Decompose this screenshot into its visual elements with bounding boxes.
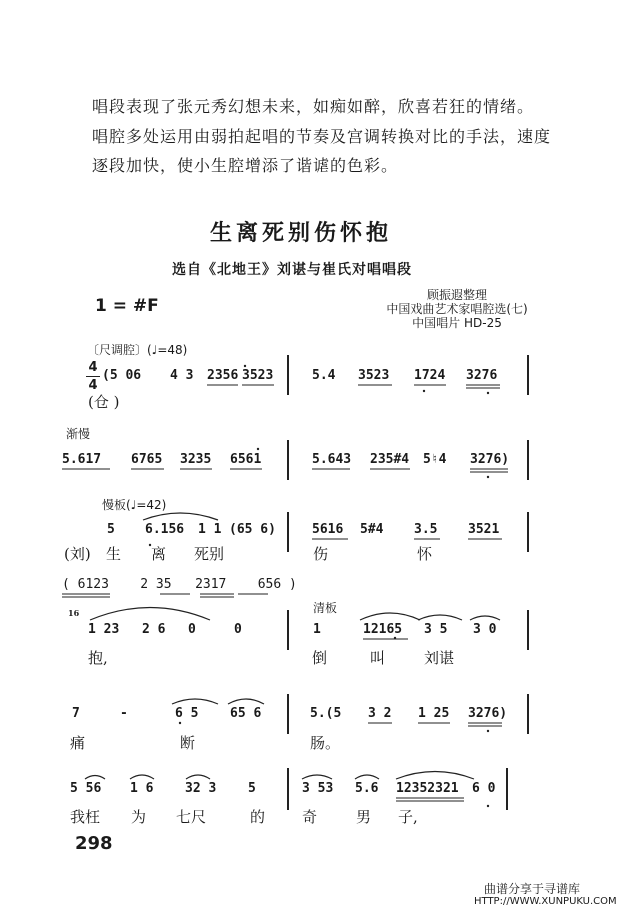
note-group: - (120, 706, 128, 721)
lyric: 七尺 (176, 808, 207, 826)
note-group: 3.5 (414, 522, 438, 537)
note-group: 235#4 (370, 452, 410, 467)
note-group: 3523 (358, 368, 390, 383)
note-group: 1 23 (88, 622, 120, 637)
note-group: 0 (234, 622, 242, 637)
note-group: 2 6 (142, 622, 166, 637)
grace-note: 16 (68, 608, 80, 618)
note-group: 3 0 (473, 622, 497, 637)
slur-mark (396, 772, 474, 780)
note-group: 2317 (195, 577, 227, 592)
note-group: 5.(5 (310, 706, 342, 721)
key-signature: 1 = #F (95, 296, 159, 316)
note-group: 1 (313, 622, 321, 637)
intro-line-3: 逐段加快，使小生腔增添了谐谑的色彩。 (92, 156, 399, 175)
note-group: 6561 (230, 452, 262, 467)
slur-mark (85, 776, 105, 780)
lyric: 的 (250, 808, 266, 826)
note-group: ( 6123 (62, 577, 109, 592)
note-group: (5 06 (102, 368, 142, 383)
slur-mark (130, 775, 154, 779)
slur-mark (143, 513, 218, 520)
lyric: 怀 (417, 545, 433, 563)
lyric: 抱, (88, 649, 108, 667)
note-group: 5 (107, 522, 115, 537)
note-group: 2 35 (140, 577, 172, 592)
tempo-slow: 慢板(♩=42) (102, 498, 167, 512)
note-group: 5.6 (355, 781, 379, 796)
note-group: 5.643 (312, 452, 352, 467)
note-group: (65 6) (229, 522, 276, 537)
footer-url[interactable]: HTTP://WWW.XUNPUKU.COM (474, 896, 617, 907)
note-group: 3235 (180, 452, 212, 467)
note-group: 656 ) (257, 577, 297, 592)
note-group: 4 3 (170, 368, 194, 383)
note-group: 3 2 (368, 706, 392, 721)
note-group: 3521 (468, 522, 500, 537)
lyric: 死别 (194, 545, 225, 563)
note-group: 6 0 (472, 781, 496, 796)
slur-mark (90, 608, 210, 621)
note-group: 3276) (468, 706, 508, 721)
note-group: 12352321 (396, 781, 459, 796)
note-group: 3523 (242, 368, 274, 383)
note-group: 32 3 (185, 781, 217, 796)
slur-mark (302, 775, 332, 779)
note-group: 3 5 (424, 622, 448, 637)
lyric: 奇 (302, 808, 318, 826)
slur-mark (172, 699, 218, 704)
note-group: 5 (248, 781, 256, 796)
percussion-syllable: (仓 ) (88, 393, 120, 411)
note-group: 6.156 (145, 522, 185, 537)
note-group: 1724 (414, 368, 446, 383)
lyric: 断 (180, 734, 196, 752)
time-signature-top: 4 (88, 360, 98, 375)
singer-label: (刘) (64, 545, 91, 563)
lyric: 肠。 (310, 734, 341, 752)
note-group: 3276) (470, 452, 510, 467)
intro-line-2: 唱腔多处运用由弱拍起唱的节奏及宫调转换对比的手法，速度 (92, 127, 552, 146)
slur-mark (186, 775, 210, 779)
lyric: 刘谌 (424, 649, 455, 667)
footer-site-name: 曲谱分享于寻谱库 (484, 882, 581, 896)
note-group: 3276 (466, 368, 498, 383)
note-group: 3 53 (302, 781, 334, 796)
tempo-gradual: 渐慢 (66, 427, 91, 441)
song-subtitle: 选自《北地王》刘谌与崔氏对唱唱段 (172, 262, 412, 278)
lyric: 为 (131, 808, 147, 826)
note-group: 5#4 (360, 522, 384, 537)
lyric: 生 (106, 545, 122, 563)
note-group: 5.617 (62, 452, 102, 467)
collection-credit: 中国戏曲艺术家唱腔选(七) (386, 302, 528, 316)
note-group: 7 (72, 706, 80, 721)
note-group: 65 6 (230, 706, 262, 721)
note-group: 6765 (131, 452, 163, 467)
note-group: 5616 (312, 522, 344, 537)
note-group: 1 1 (198, 522, 222, 537)
slur-mark (418, 615, 462, 620)
lyric: 离 (151, 545, 167, 563)
lyric: 男 (356, 808, 372, 826)
note-group: 1 6 (130, 781, 154, 796)
note-group: 2356 (207, 368, 239, 383)
slur-mark (355, 775, 379, 779)
lyric: 痛 (70, 734, 86, 752)
lyric: 子, (398, 808, 418, 826)
slur-mark (360, 613, 420, 620)
record-credit: 中国唱片 HD-25 (412, 316, 502, 330)
note-group: 0 (188, 622, 196, 637)
lyric: 我枉 (70, 808, 101, 826)
mode-marking: 〔尺调腔〕(♩=48) (87, 343, 188, 357)
note-group: 1 25 (418, 706, 450, 721)
page-number: 298 (75, 833, 113, 854)
intro-line-1: 唱段表现了张元秀幻想未来，如痴如醉，欣喜若狂的情绪。 (92, 97, 535, 116)
note-group: 5.4 (312, 368, 336, 383)
note-group: 6 5 (175, 706, 199, 721)
tempo-free: 清板 (313, 601, 338, 615)
slur-mark (228, 699, 264, 704)
time-signature-bottom: 4 (88, 378, 98, 393)
note-group: 12165 (363, 622, 403, 637)
arranger-credit: 顾振遐整理 (426, 288, 487, 302)
song-title: 生离死别伤怀抱 (210, 220, 393, 246)
lyric: 伤 (313, 545, 329, 563)
slur-mark (470, 616, 500, 620)
lyric: 倒 (312, 649, 328, 667)
lyric: 叫 (370, 649, 386, 667)
note-group: 5♮4 (423, 452, 447, 467)
note-group: 5 56 (70, 781, 102, 796)
